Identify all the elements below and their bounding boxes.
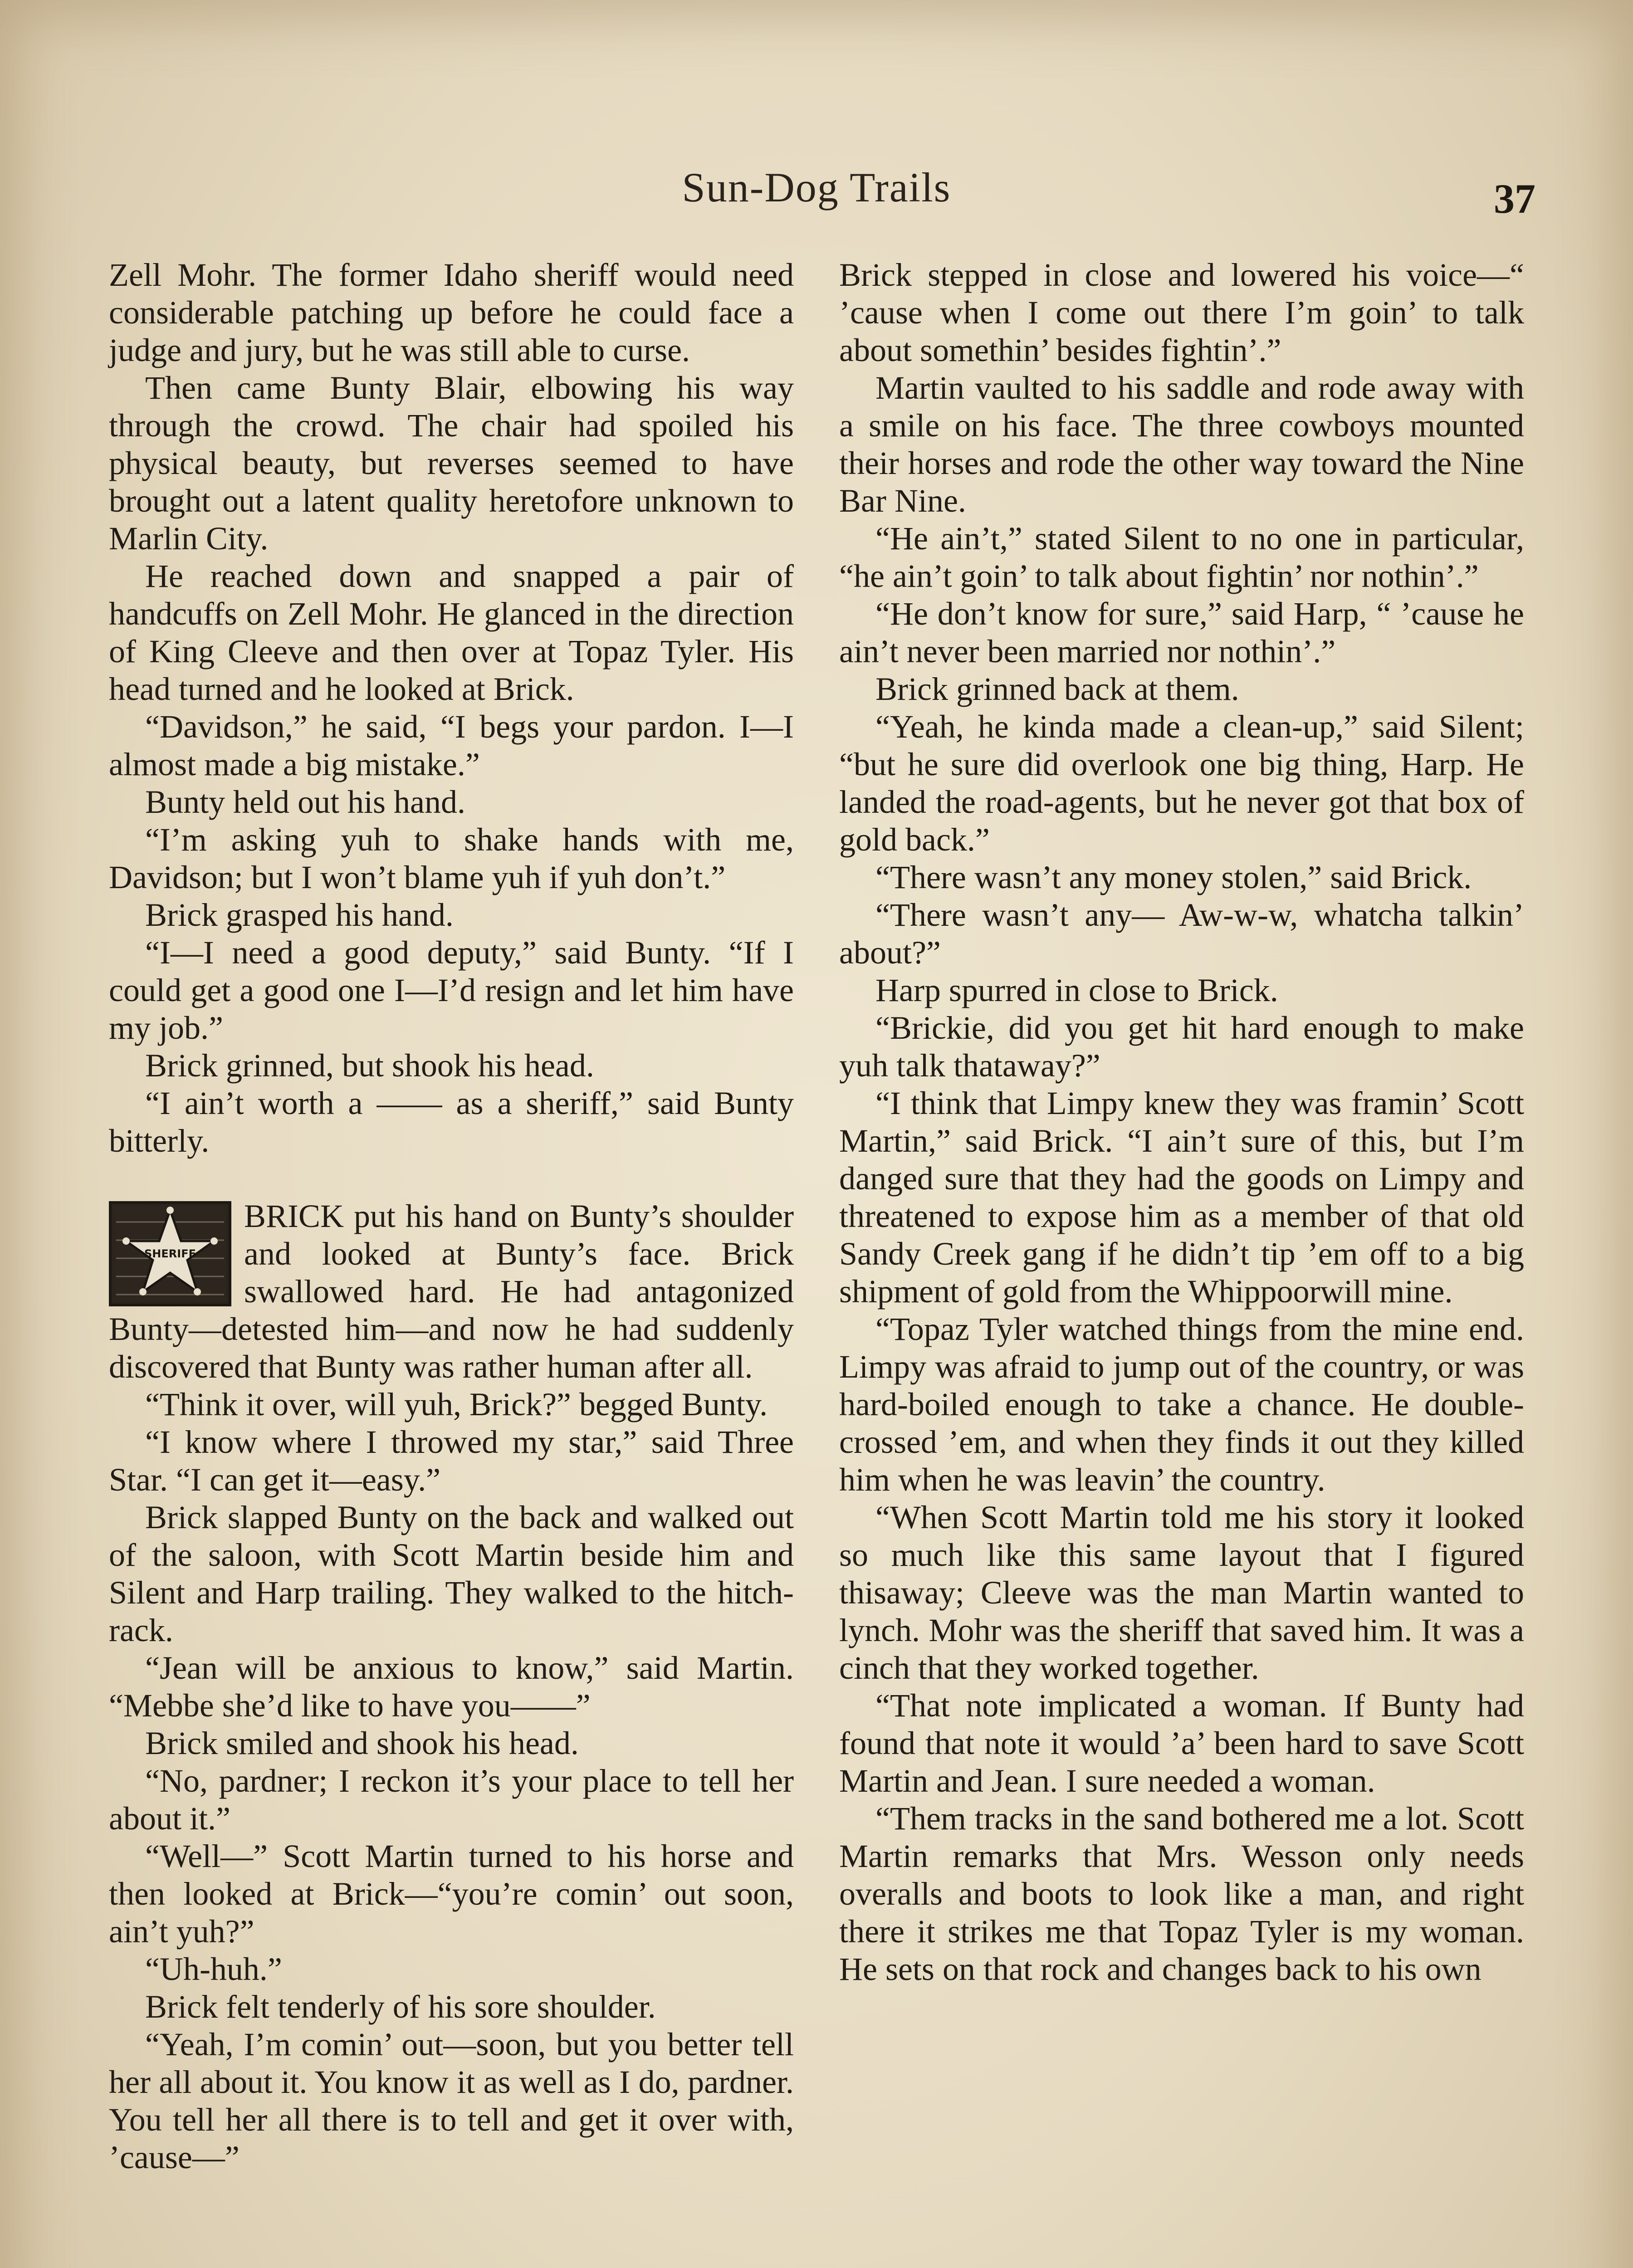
badge-label: SHERIFF [144, 1247, 196, 1260]
paragraph: Brick grasped his hand. [145, 897, 454, 933]
paragraph: He reached down and snapped a pair of handcuffs on Zell Mohr. He glanced in the direction of King Cleeve and then over at Topaz Tyler. His head turned and he looked at Brick. [109, 558, 794, 707]
paragraph: “No, pardner; I reckon it’s your place to tell her about it.” [109, 1763, 794, 1837]
paragraph: “Brickie, did you get hit hard enough to make yuh talk thataway?” [839, 1010, 1524, 1084]
sheriff-star-icon [109, 1201, 231, 1306]
running-title: Sun-Dog Trails [682, 164, 951, 210]
paragraph: Brick stepped in close and lowered his voice—“ ’cause when I come out there I’m goin’ to talk about somethin’ besides fightin’.” [839, 257, 1524, 368]
paragraph: Then came Bunty Blair, elbowing his way through the crowd. The chair had spoiled his physical beauty, but reverses seemed to have brought out a latent quality heretofore unknown to Marlin City. [109, 370, 794, 557]
paragraph-text: put his hand on Bunty’s shoulder and looked at Bunty’s face. Brick swallowed hard. He had antagonized Bunty—detested him—and now he had suddenly discovered that Bunty was rather human after all. [109, 1198, 794, 1385]
paragraph: Zell Mohr. The former Idaho sheriff would need considerable patching up before he could face a judge and jury, but he was still able to curse. [109, 257, 794, 368]
paragraph: “Uh-huh.” [145, 1951, 282, 1987]
paragraph: “Davidson,” he said, “I begs your pardon. I—I almost made a big mistake.” [109, 709, 794, 782]
left-text-column [109, 256, 794, 2176]
paragraph: Brick grinned back at them. [875, 671, 1239, 707]
paragraph: Brick grinned, but shook his head. [145, 1047, 594, 1084]
paragraph: Brick felt tenderly of his sore shoulder. [145, 1989, 656, 2025]
paragraph: “Yeah, he kinda made a clean-up,” said Silent; “but he sure did overlook one big thing, Harp. He landed the road-agents, but he never got that box of gold back.” [839, 709, 1524, 858]
paragraph: “I know where I throwed my star,” said Three Star. “I can get it—easy.” [109, 1424, 794, 1498]
paragraph: Martin vaulted to his saddle and rode away with a smile on his face. The three cowboys mounted their horses and rode the other way toward the Nine Bar Nine. [839, 370, 1524, 519]
paragraph: Brick slapped Bunty on the back and walked out of the saloon, with Scott Martin beside him and Silent and Harp trailing. They walked to the hitch-rack. [109, 1499, 794, 1648]
paragraph: “I—I need a good deputy,” said Bunty. “If I could get a good one I—I’d resign and let him have my job.” [109, 934, 794, 1046]
paragraph: “Topaz Tyler watched things from the mine end. Limpy was afraid to jump out of the country, or was hard-boiled enough to take a chance. He double-crossed ’em, and when they finds it out they killed him when he was leavin’ the country. [839, 1311, 1524, 1498]
page-number: 37 [1494, 176, 1535, 222]
paragraph: “There wasn’t any money stolen,” said Brick. [875, 859, 1472, 895]
paragraph: “Well—” Scott Martin turned to his horse and then looked at Brick—“you’re comin’ out soon, ain’t yuh?” [109, 1838, 794, 1950]
paragraph: “There wasn’t any— Aw-w-w, whatcha talkin’ about?” [839, 897, 1524, 971]
right-text-column [839, 256, 1524, 1988]
paragraph: “I’m asking yuh to shake hands with me, Davidson; but I won’t blame yuh if yuh don’t.” [109, 821, 794, 895]
lead-word: BRICK [244, 1198, 344, 1234]
section-opening-paragraph [109, 1198, 794, 1386]
paragraph: “Jean will be anxious to know,” said Martin. “Mebbe she’d like to have you——” [109, 1650, 794, 1724]
paragraph: “He don’t know for sure,” said Harp, “ ’cause he ain’t never been married nor nothin’.” [839, 596, 1524, 670]
paragraph: Bunty held out his hand. [145, 784, 465, 820]
paragraph: Brick smiled and shook his head. [145, 1725, 579, 1761]
paragraph: “Yeah, I’m comin’ out—soon, but you better tell her all about it. You know it as well as I do, pardner. You tell her all there is to tell and get it over with, ’cause—” [109, 2026, 794, 2175]
paragraph: “I ain’t worth a —— as a sheriff,” said Bunty bitterly. [109, 1085, 794, 1159]
paragraph: “Them tracks in the sand bothered me a lot. Scott Martin remarks that Mrs. Wesson only needs overalls and boots to look like a man, and right there it strikes me that Topaz Tyler is my woman. He sets on that rock and changes back to his own [839, 1800, 1524, 1987]
paragraph: “When Scott Martin told me his story it looked so much like this same layout that I figured thisaway; Cleeve was the man Martin wanted to lynch. Mohr was the sheriff that saved him. It was a cinch that they worked together. [839, 1499, 1524, 1686]
paragraph: Harp spurred in close to Brick. [875, 972, 1278, 1008]
paragraph: “That note implicated a woman. If Bunty had found that note it would ’a’ been hard to save Scott Martin and Jean. I sure needed a woman. [839, 1687, 1524, 1799]
paragraph: “Think it over, will yuh, Brick?” begged Bunty. [145, 1386, 768, 1422]
paragraph: “He ain’t,” stated Silent to no one in particular, “he ain’t goin’ to talk about fightin’ nor nothin’.” [839, 520, 1524, 594]
sheriff-badge-graphic [112, 1204, 229, 1304]
paragraph: “I think that Limpy knew they was framin’ Scott Martin,” said Brick. “I ain’t sure of this, but I’m danged sure that they had the goods on Limpy and threatened to expose him as a member of that old Sandy Creek gang if he didn’t tip ’em off to a big shipment of gold from the Whippoorwill mine. [839, 1085, 1524, 1310]
